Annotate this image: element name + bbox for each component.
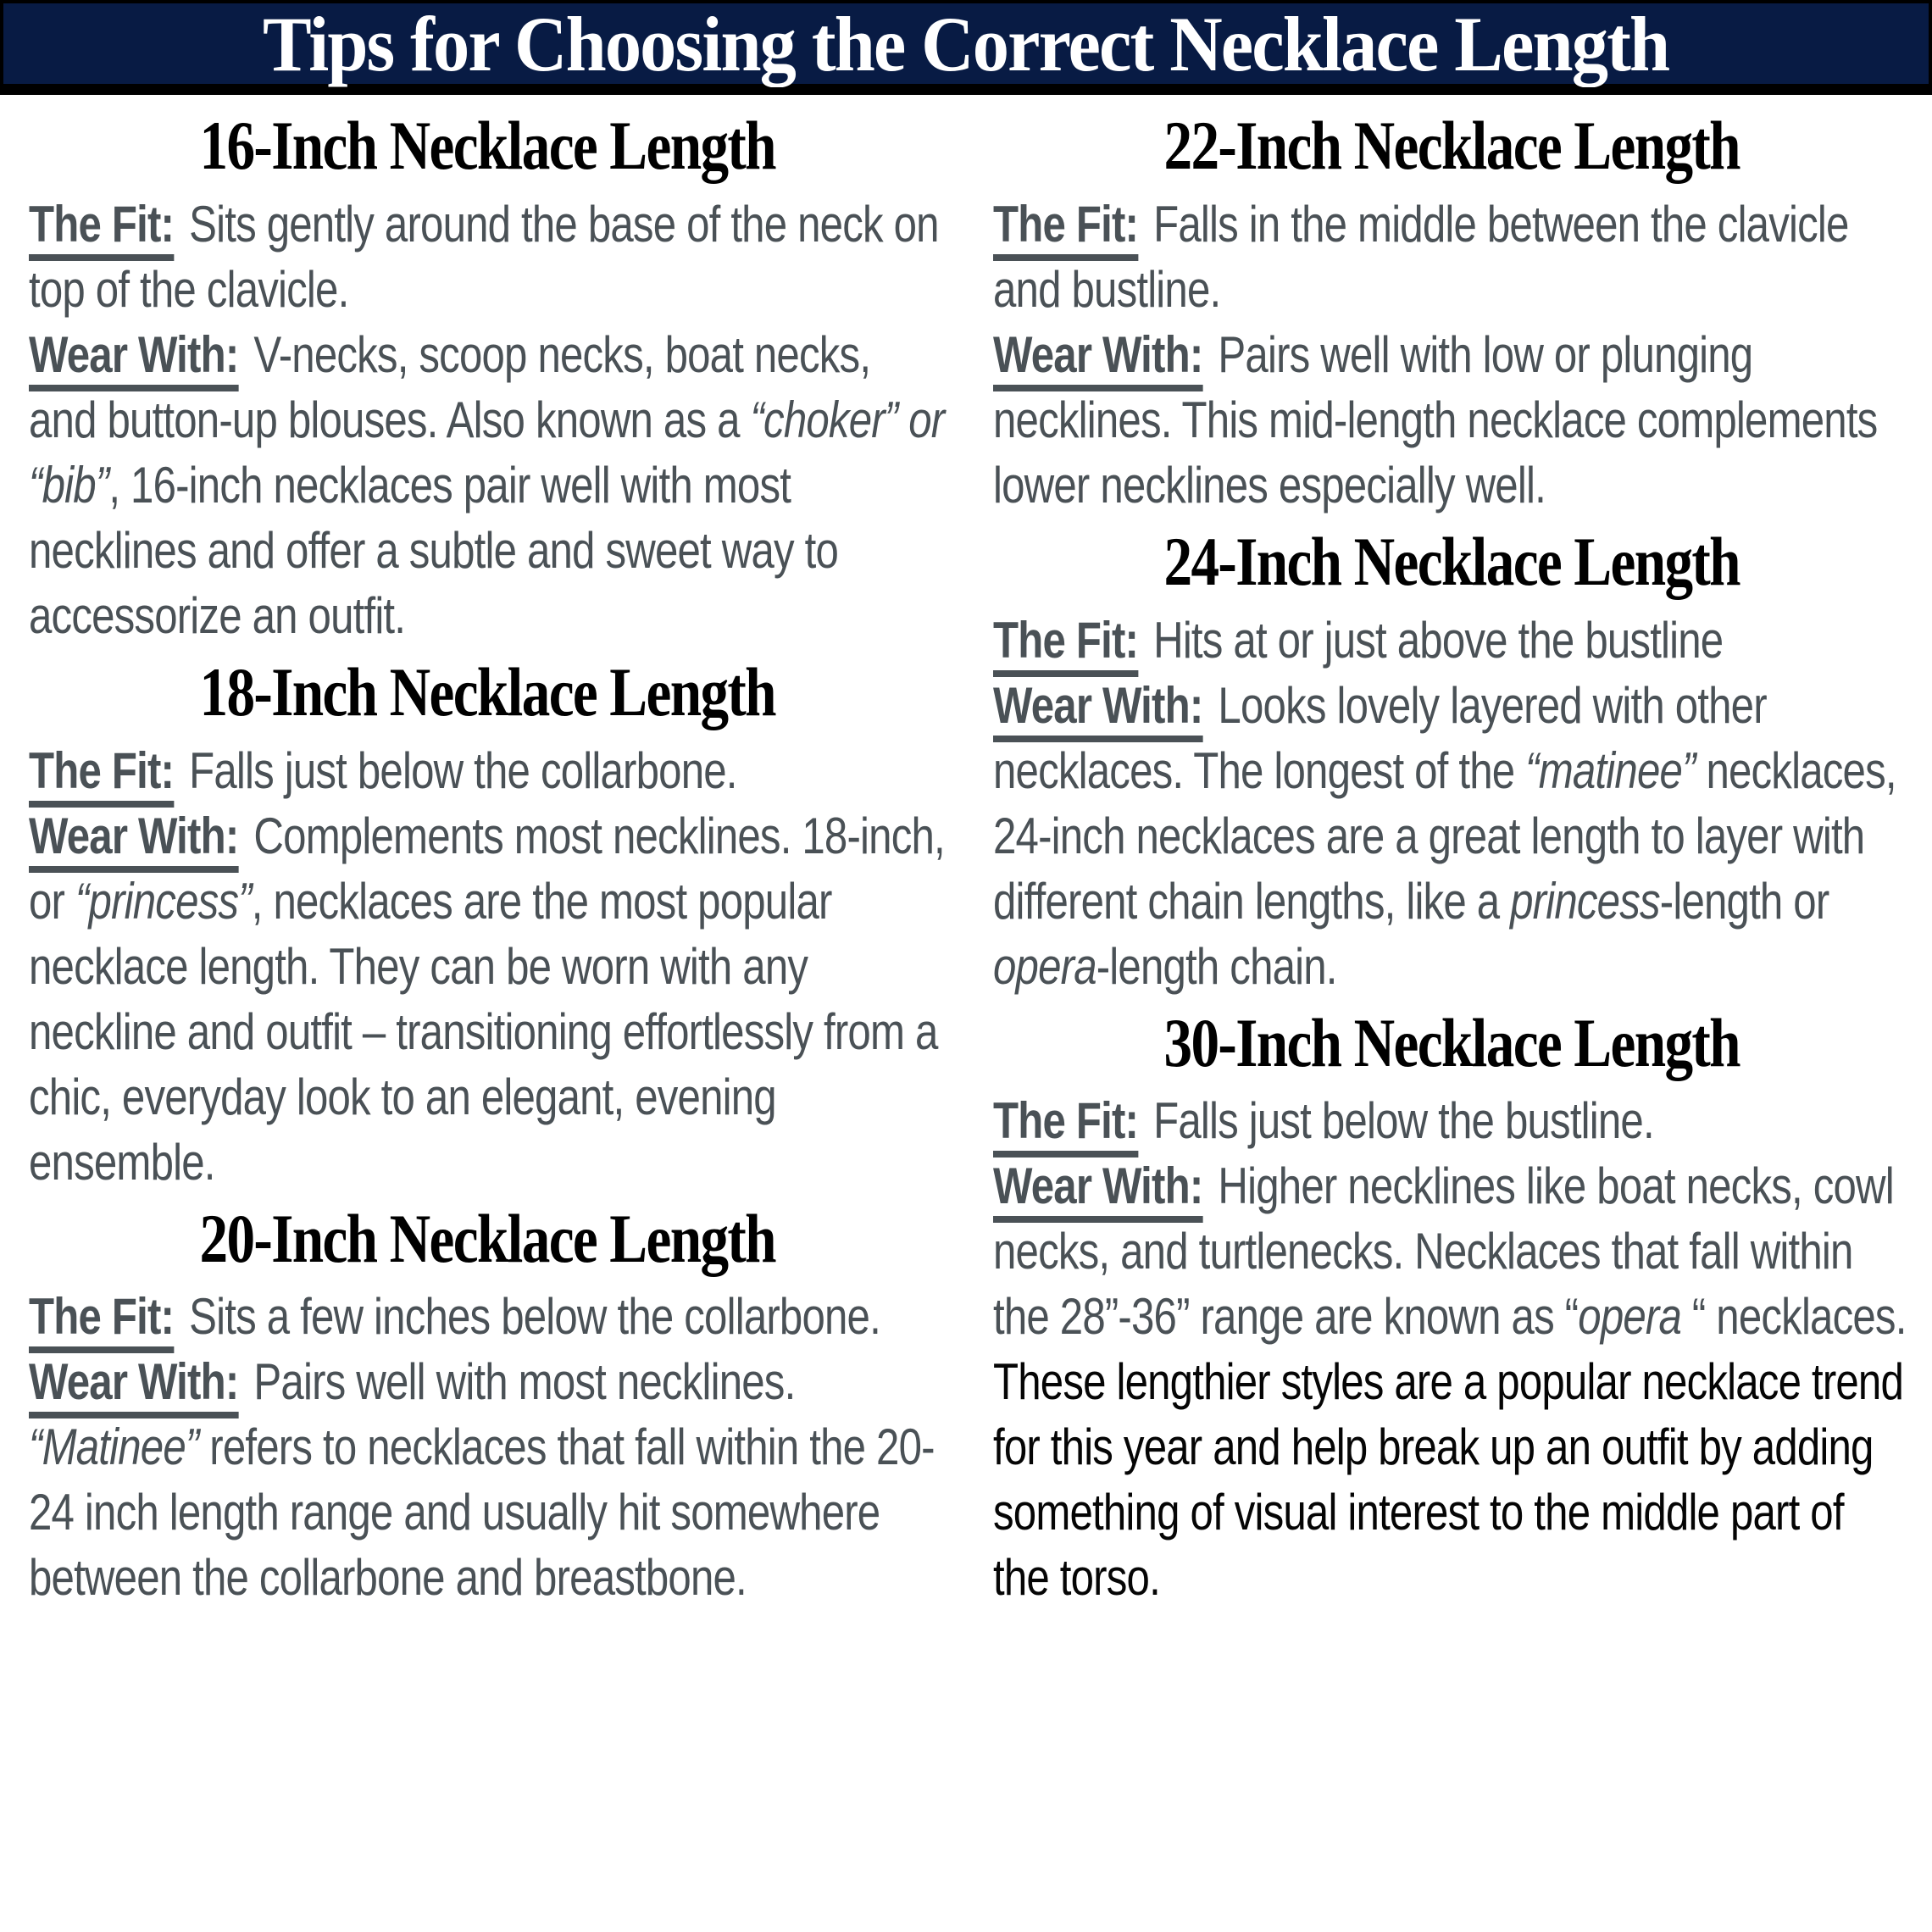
section-20-inch	[29, 1200, 946, 1611]
fit-label: The Fit:	[993, 1092, 1138, 1158]
wear-with-label: Wear With:	[29, 326, 238, 391]
fit-label: The Fit:	[29, 1288, 174, 1353]
fit-label: The Fit:	[29, 742, 174, 808]
wear-with-text: Complements most necklines. 18-inch, or “princess”, necklaces are the most popular necklace length. They can be worn with any neckline and outfit – transitioning effortlessly from a chic, everyday look to an elegant, evening ensemble.	[29, 807, 945, 1191]
section-18-inch	[29, 653, 946, 1195]
content-columns	[0, 95, 1932, 1610]
wear-with-label: Wear With:	[29, 808, 238, 873]
section-heading-22-inch: 22-Inch Necklace Length	[1163, 107, 1740, 184]
section-heading-20-inch: 20-Inch Necklace Length	[199, 1199, 775, 1277]
section-heading-24-inch: 24-Inch Necklace Length	[1163, 522, 1740, 600]
wear-with-paragraph	[29, 803, 946, 1195]
fit-text: Falls in the middle between the clavicle and bustline.	[993, 195, 1849, 318]
fit-text: Falls just below the collarbone.	[189, 741, 737, 799]
wear-with-text: Higher necklines like boat necks, cowl necks, and turtlenecks. Necklaces that fall within the 28”-36” range are known as “opera “ necklaces.	[993, 1158, 1907, 1346]
title-bar	[0, 0, 1932, 95]
wear-with-label: Wear With:	[993, 677, 1202, 742]
right-column	[993, 102, 1910, 1610]
left-column-content	[29, 107, 946, 1610]
fit-text: Falls just below the bustline.	[1153, 1092, 1654, 1150]
section-24-inch	[993, 523, 1910, 999]
wear-with-paragraph	[29, 1349, 946, 1610]
fit-text: Sits a few inches below the collarbone.	[189, 1288, 880, 1346]
wear-with-text: Looks lovely layered with other necklaces. The longest of the “matinee” necklaces, 24-inch necklaces are a great length to layer with different chain lengths, like a princess-length or opera-length chain.	[993, 676, 1896, 995]
fit-paragraph	[29, 192, 946, 322]
fit-label: The Fit:	[993, 612, 1138, 677]
section-heading-16-inch: 16-Inch Necklace Length	[199, 107, 775, 184]
wear-with-text: V-necks, scoop necks, boat necks, and button-up blouses. Also known as a “choker” or “bib”, 16-inch necklaces pair well with most necklines and offer a subtle and sweet way to accessorize an outfit.	[29, 325, 945, 644]
wear-with-paragraph	[993, 673, 1910, 999]
fit-paragraph	[993, 192, 1910, 322]
wear-with-text: Pairs well with most necklines. “Matinee” refers to necklaces that fall within the 20-24 inch length range and usually hit somewhere between the collarbone and breastbone.	[29, 1353, 935, 1607]
section-heading-30-inch: 30-Inch Necklace Length	[1163, 1003, 1740, 1081]
section-heading-18-inch: 18-Inch Necklace Length	[199, 652, 775, 730]
fit-label: The Fit:	[29, 196, 174, 261]
section-16-inch	[29, 107, 946, 648]
wear-with-paragraph	[29, 322, 946, 648]
fit-text: Sits gently around the base of the neck on top of the clavicle.	[29, 195, 939, 318]
page-title: Tips for Choosing the Correct Necklace Length	[263, 0, 1669, 87]
fit-paragraph	[993, 1088, 1910, 1153]
wear-with-text: Pairs well with low or plunging necklines. This mid-length necklace complements lower necklines especially well.	[993, 325, 1878, 514]
fit-paragraph	[29, 738, 946, 803]
closing-text: These lengthier styles are a popular necklace trend for this year and help break up an outfit by adding something of visual interest to the middle part of the torso.	[993, 1353, 1904, 1607]
section-30-inch	[993, 1004, 1910, 1611]
fit-paragraph	[993, 608, 1910, 673]
right-column-content	[993, 107, 1910, 1610]
wear-with-label: Wear With:	[993, 1158, 1202, 1223]
section-22-inch	[993, 107, 1910, 518]
left-column	[29, 102, 946, 1610]
closing-paragraph	[993, 1349, 1910, 1610]
fit-paragraph	[29, 1284, 946, 1349]
wear-with-paragraph	[993, 1153, 1910, 1349]
wear-with-label: Wear With:	[993, 326, 1202, 391]
fit-label: The Fit:	[993, 196, 1138, 261]
wear-with-paragraph	[993, 322, 1910, 518]
wear-with-label: Wear With:	[29, 1353, 238, 1418]
fit-text: Hits at or just above the bustline	[1153, 611, 1724, 669]
